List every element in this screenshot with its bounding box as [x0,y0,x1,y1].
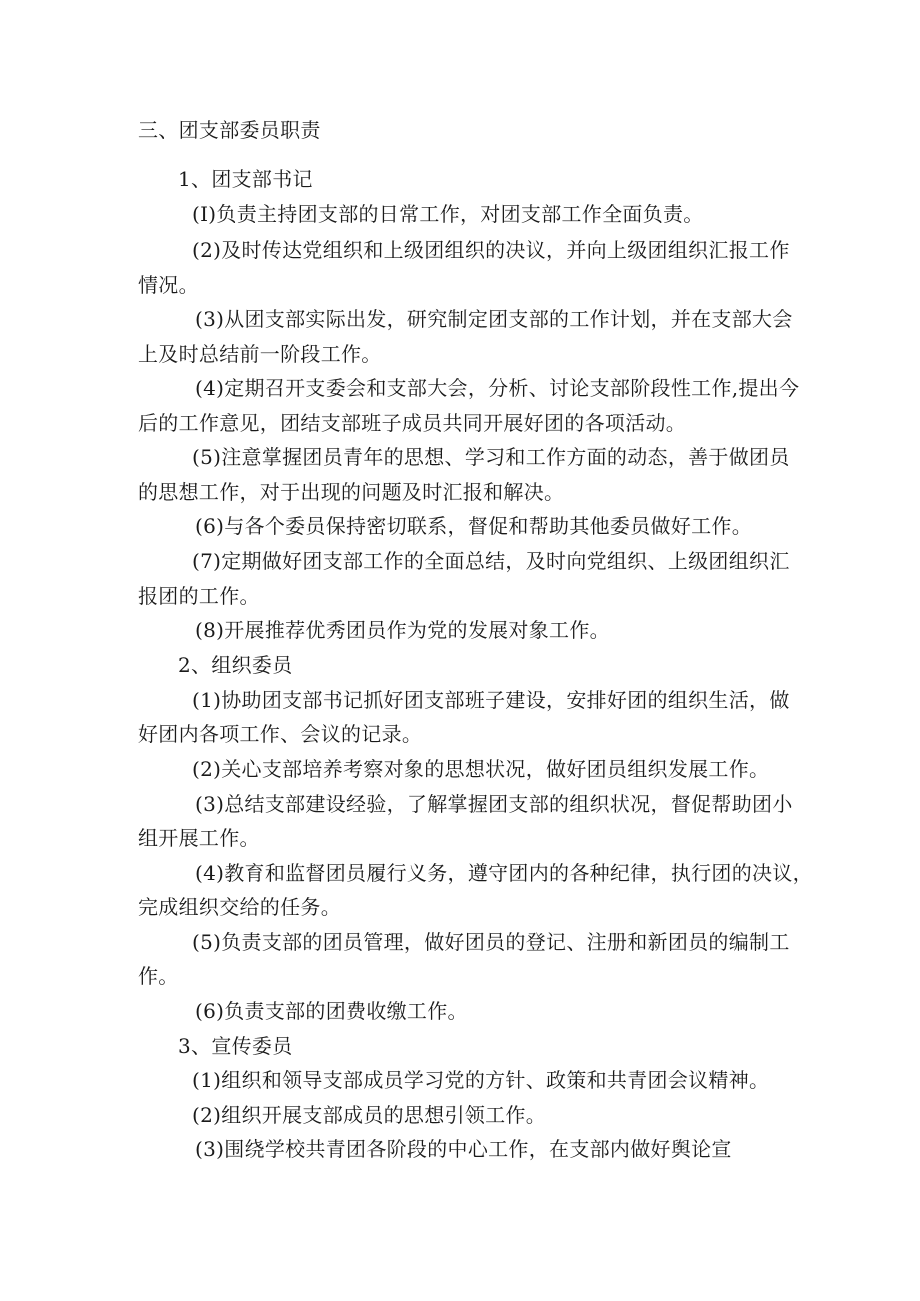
section-title: 三、团支部委员职责 [138,118,321,142]
role-title-publicity: 3、宣传委员 [178,1034,293,1058]
paragraph-line: (8)开展推荐优秀团员作为党的发展对象工作。 [195,618,610,642]
role-title-secretary: 1、团支部书记 [178,167,313,191]
paragraph-line: (3)从团支部实际出发，研究制定团支部的工作计划，并在支部大会 [195,307,793,331]
paragraph-line: (2)关心支部培养考察对象的思想状况，做好团员组织发展工作。 [192,757,770,781]
paragraph-line: (3)围绕学校共青团各阶段的中心工作，在支部内做好舆论宣 [195,1137,732,1161]
paragraph-line: (1)组织和领导支部成员学习党的方针、政策和共青团会议精神。 [192,1068,770,1092]
paragraph-line: (4)定期召开支委会和支部大会，分析、讨论支部阶段性工作,提出今 [195,376,800,400]
paragraph-line: 报团的工作。 [138,584,260,608]
paragraph-line: (1)协助团支部书记抓好团支部班子建设，安排好团的组织生活，做 [192,688,790,712]
paragraph-line: (2)组织开展支部成员的思想引领工作。 [192,1103,547,1127]
paragraph-line: (4)教育和监督团员履行义务，遵守团内的各种纪律，执行团的决议， [195,861,813,885]
role-title-organization: 2、组织委员 [178,653,293,677]
paragraph-line: (2)及时传达党组织和上级团组织的决议，并向上级团组织汇报工作 [192,238,790,262]
paragraph-line: (3)总结支部建设经验，了解掌握团支部的组织状况，督促帮助团小 [195,792,793,816]
paragraph-line: (5)注意掌握团员青年的思想、学习和工作方面的动态，善于做团员 [192,445,790,469]
paragraph-line: (5)负责支部的团员管理，做好团员的登记、注册和新团员的编制工 [192,930,790,954]
paragraph-line: 好团内各项工作、会议的记录。 [138,722,423,746]
paragraph-line: (6)负责支部的团费收缴工作。 [195,999,468,1023]
paragraph-line: 组开展工作。 [138,826,260,850]
paragraph-line: 完成组织交给的任务。 [138,895,341,919]
paragraph-line: 上及时总结前一阶段工作。 [138,342,382,366]
paragraph-line: 作。 [138,964,179,988]
paragraph-line: 后的工作意见，团结支部班子成员共同开展好团的各项活动。 [138,411,687,435]
paragraph-line: 情况。 [138,273,199,297]
paragraph-line: (I)负责主持团支部的日常工作，对团支部工作全面负责。 [192,202,704,226]
paragraph-line: 的思想工作，对于出现的问题及时汇报和解决。 [138,480,565,504]
paragraph-line: (7)定期做好团支部工作的全面总结，及时向党组织、上级团组织汇 [192,549,790,573]
paragraph-line: (6)与各个委员保持密切联系，督促和帮助其他委员做好工作。 [195,514,753,538]
